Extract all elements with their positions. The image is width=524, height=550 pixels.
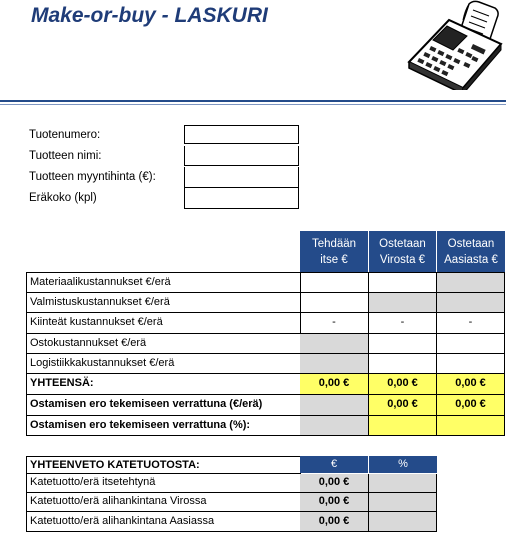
row-label-materials: Materiaalikustannukset €/erä [26, 272, 301, 293]
summary-col-pct: % [369, 456, 437, 473]
row-label-diff-pct: Ostamisen ero tekemiseen verrattuna (%): [26, 416, 301, 436]
cell-fixed-estonia: - [369, 313, 437, 334]
cell-diff-pct-make [300, 416, 369, 436]
summary-cell-asia-euro: 0,00 € [300, 512, 369, 532]
cell-logistics-asia[interactable] [437, 354, 505, 374]
batch-size-field[interactable] [184, 188, 299, 209]
row-label-fixed-costs: Kiinteät kustannukset €/erä [26, 313, 301, 334]
page-title: Make-or-buy - LASKURI [31, 4, 268, 27]
summary-cell-estonia-pct [369, 493, 437, 512]
cell-logistics-make [300, 354, 369, 374]
cell-logistics-estonia[interactable] [369, 354, 437, 374]
cell-total-asia: 0,00 € [437, 374, 505, 395]
row-label-purchase: Ostokustannukset €/erä [26, 334, 301, 354]
cell-diff-pct-asia [437, 416, 505, 436]
col-header-buy-asia: Ostetaan Aasiasta € [437, 231, 505, 272]
summary-row-label-asia: Katetuotto/erä alihankintana Aasiassa [26, 512, 301, 532]
cell-fixed-make[interactable]: - [300, 313, 369, 334]
row-label-diff-euro: Ostamisen ero tekemiseen verrattuna (€/erä) [26, 395, 301, 416]
cell-materials-asia [437, 272, 505, 293]
cell-fixed-asia: - [437, 313, 505, 334]
product-name-label: Tuotteen nimi: [29, 150, 102, 162]
summary-cell-estonia-euro: 0,00 € [300, 493, 369, 512]
cell-total-make: 0,00 € [300, 374, 369, 395]
row-label-manufacturing: Valmistuskustannukset €/erä [26, 293, 301, 313]
cell-materials-estonia[interactable] [369, 272, 437, 293]
header-divider [0, 100, 506, 102]
cell-manufacturing-estonia [369, 293, 437, 313]
summary-row-label-make: Katetuotto/erä itsetehtynä [26, 474, 301, 493]
product-number-label: Tuotenumero: [29, 129, 101, 141]
cell-purchase-make [300, 334, 369, 354]
row-label-logistics: Logistiikkakustannukset €/erä [26, 354, 301, 374]
cell-diff-euro-asia: 0,00 € [437, 395, 505, 416]
cell-total-estonia: 0,00 € [369, 374, 437, 395]
cell-diff-euro-make [300, 395, 369, 416]
cell-manufacturing-asia [437, 293, 505, 313]
summary-cell-asia-pct [369, 512, 437, 532]
col-header-make: Tehdään itse € [300, 231, 369, 272]
summary-row-label-estonia: Katetuotto/erä alihankintana Virossa [26, 493, 301, 512]
summary-cell-make-euro: 0,00 € [300, 474, 369, 493]
cell-manufacturing-make[interactable] [300, 293, 369, 313]
product-price-field[interactable] [184, 167, 299, 188]
summary-cell-make-pct [369, 474, 437, 493]
cell-purchase-asia[interactable] [437, 334, 505, 354]
row-label-total: YHTEENSÄ: [26, 374, 301, 395]
summary-title: YHTEENVETO KATETUOTOSTA: [26, 456, 301, 474]
cell-diff-pct-estonia [369, 416, 437, 436]
product-number-field[interactable] [184, 125, 299, 144]
product-name-field[interactable] [184, 146, 299, 166]
cell-materials-make[interactable] [300, 272, 369, 293]
batch-size-label: Eräkoko (kpl) [29, 192, 97, 204]
cell-diff-euro-estonia: 0,00 € [369, 395, 437, 416]
calculator-icon [403, 0, 505, 90]
header-divider-thin [0, 104, 506, 105]
summary-col-euro: € [300, 456, 369, 473]
cell-purchase-estonia[interactable] [369, 334, 437, 354]
product-price-label: Tuotteen myyntihinta (€): [29, 171, 156, 183]
col-header-buy-estonia: Ostetaan Virosta € [369, 231, 437, 272]
